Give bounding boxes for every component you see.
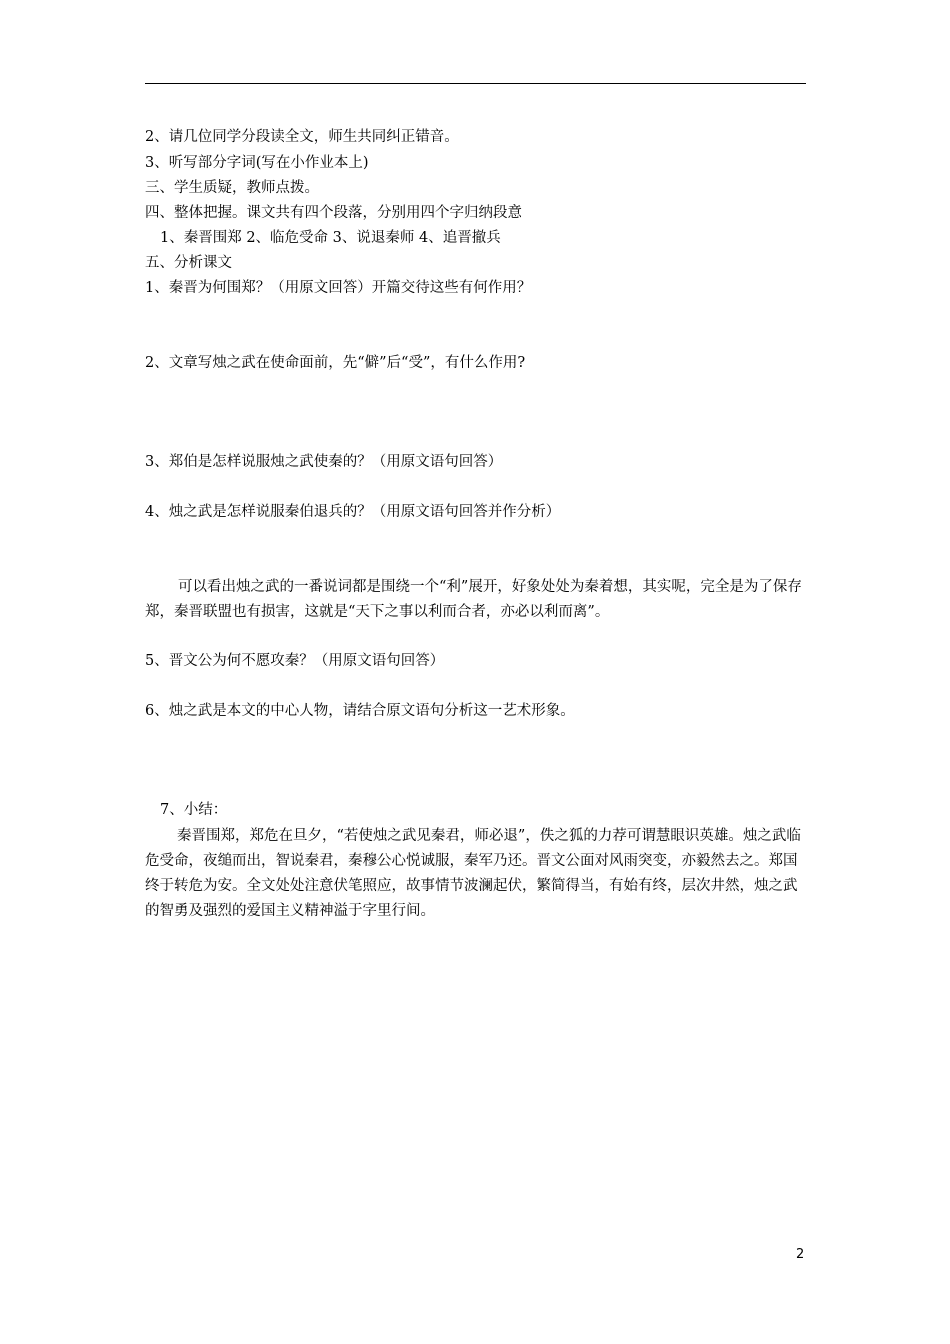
analysis-paragraph: 可以看出烛之武的一番说词都是围绕一个“利”展开，好象处处为秦着想，其实呢，完全是为了保存郑，秦晋联盟也有损害，这就是“天下之事以利而合者，亦必以利而离”。 bbox=[145, 579, 802, 620]
question-1: 1、秦晋为何围郑？（用原文回答）开篇交待这些有何作用？ bbox=[145, 280, 532, 296]
question-3: 3、郑伯是怎样说服烛之武使秦的？（用原文语句回答） bbox=[145, 454, 503, 470]
section-heading: 三、学生质疑，教师点拨。 bbox=[145, 180, 319, 196]
question-6: 6、烛之武是本文的中心人物，请结合原文语句分析这一艺术形象。 bbox=[145, 703, 575, 719]
summary-heading: 7、小结： bbox=[160, 802, 228, 818]
question-5: 5、晋文公为何不愿攻秦？（用原文语句回答） bbox=[145, 653, 445, 669]
section-heading: 四、整体把握。课文共有四个段落，分别用四个字归纳段意 bbox=[145, 205, 522, 221]
question-2: 2、文章写烛之武在使命面前，先“僻”后“受”，有什么作用? bbox=[145, 355, 526, 371]
text-line: 2、请几位同学分段读全文，师生共同纠正错音。 bbox=[145, 129, 459, 145]
section-heading: 五、分析课文 bbox=[145, 255, 232, 271]
summary-paragraph: 秦晋围郑，郑危在旦夕，“若使烛之武见秦君，师必退”，佚之狐的力荐可谓慧眼识英雄。烛之武临危受命，夜缒而出，智说秦君，秦穆公心悦诚服，秦军乃还。晋文公面对风雨突变，亦毅然去之。郑国终于转危为安。全文处处注意伏笔照应，故事情节波澜起伏，繁简得当，有始有终，层次井然，烛之武的智勇及强烈的爱国主义精神溢于字里行间。 bbox=[145, 828, 801, 919]
page-number: 2 bbox=[796, 1247, 805, 1262]
header-rule bbox=[145, 83, 806, 84]
text-line: 3、听写部分字词(写在小作业本上) bbox=[145, 155, 369, 171]
paragraph-summary: 1、秦晋围郑 2、临危受命 3、说退秦师 4、追晋撤兵 bbox=[160, 230, 501, 246]
question-4: 4、烛之武是怎样说服秦伯退兵的？（用原文语句回答并作分析） bbox=[145, 504, 561, 520]
